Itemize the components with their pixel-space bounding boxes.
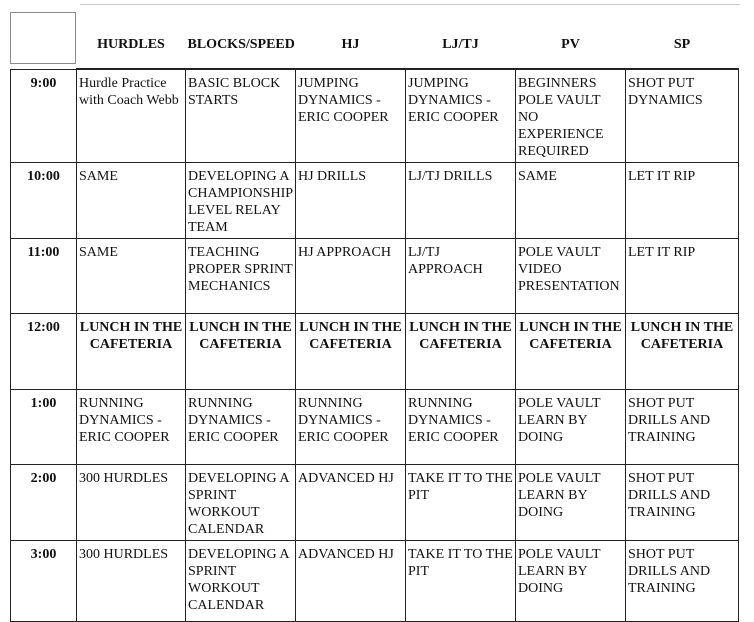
table-cell: 300 HURDLES bbox=[77, 541, 186, 622]
lunch-cell: LUNCH IN THE CAFETERIA bbox=[186, 314, 296, 390]
lunch-cell: LUNCH IN THE CAFETERIA bbox=[77, 314, 186, 390]
table-cell: LET IT RIP bbox=[626, 239, 739, 314]
table-cell: BASIC BLOCK STARTS bbox=[186, 69, 296, 163]
table-cell: JUMPING DYNAMICS - ERIC COOPER bbox=[406, 69, 516, 163]
table-cell: POLE VAULT LEARN BY DOING bbox=[516, 465, 626, 541]
table-cell: TEACHING PROPER SPRINT MECHANICS bbox=[186, 239, 296, 314]
table-cell: SAME bbox=[77, 163, 186, 239]
lunch-cell: LUNCH IN THE CAFETERIA bbox=[626, 314, 739, 390]
time-cell: 12:00 bbox=[11, 314, 77, 390]
page-fold-line bbox=[80, 0, 740, 5]
table-cell: TAKE IT TO THE PIT bbox=[406, 465, 516, 541]
table-cell: BEGINNERS POLE VAULT NO EXPERIENCE REQUIRED bbox=[516, 69, 626, 163]
column-header-hurdles: HURDLES bbox=[77, 12, 186, 69]
header-row bbox=[11, 12, 739, 69]
table-cell: POLE VAULT LEARN BY DOING bbox=[516, 541, 626, 622]
table-cell: RUNNING DYNAMICS - ERIC COOPER bbox=[186, 390, 296, 465]
column-header-hj: HJ bbox=[296, 12, 406, 69]
lunch-cell: LUNCH IN THE CAFETERIA bbox=[296, 314, 406, 390]
table-cell: SAME bbox=[77, 239, 186, 314]
table-cell: Hurdle Practice with Coach Webb bbox=[77, 69, 186, 163]
table-row bbox=[11, 69, 739, 163]
table-cell: POLE VAULT VIDEO PRESENTATION bbox=[516, 239, 626, 314]
table-cell: ADVANCED HJ bbox=[296, 465, 406, 541]
table-cell: DEVELOPING A SPRINT WORKOUT CALENDAR bbox=[186, 465, 296, 541]
time-cell: 9:00 bbox=[11, 69, 77, 163]
time-cell: 3:00 bbox=[11, 541, 77, 622]
table-cell: POLE VAULT LEARN BY DOING bbox=[516, 390, 626, 465]
table-cell: SHOT PUT DRILLS AND TRAINING bbox=[626, 390, 739, 465]
table-cell: LET IT RIP bbox=[626, 163, 739, 239]
column-header-pv: PV bbox=[516, 12, 626, 69]
table-row bbox=[11, 465, 739, 541]
table-row bbox=[11, 390, 739, 465]
column-header-lj-tj: LJ/TJ bbox=[406, 12, 516, 69]
table-row bbox=[11, 314, 739, 390]
table-row bbox=[11, 163, 739, 239]
table-cell: DEVELOPING A CHAMPIONSHIP LEVEL RELAY TEAM bbox=[186, 163, 296, 239]
table-cell: SAME bbox=[516, 163, 626, 239]
table-cell: SHOT PUT DRILLS AND TRAINING bbox=[626, 541, 739, 622]
table-cell: HJ APPROACH bbox=[296, 239, 406, 314]
table-cell: HJ DRILLS bbox=[296, 163, 406, 239]
table-cell: JUMPING DYNAMICS - ERIC COOPER bbox=[296, 69, 406, 163]
column-header-blocks-speed: BLOCKS/SPEED bbox=[186, 12, 296, 69]
table-cell: RUNNING DYNAMICS - ERIC COOPER bbox=[296, 390, 406, 465]
table-cell: DEVELOPING A SPRINT WORKOUT CALENDAR bbox=[186, 541, 296, 622]
corner-box bbox=[10, 12, 76, 64]
lunch-cell: LUNCH IN THE CAFETERIA bbox=[516, 314, 626, 390]
table-cell: TAKE IT TO THE PIT bbox=[406, 541, 516, 622]
lunch-cell: LUNCH IN THE CAFETERIA bbox=[406, 314, 516, 390]
table-cell: LJ/TJ DRILLS bbox=[406, 163, 516, 239]
table-cell: LJ/TJ APPROACH bbox=[406, 239, 516, 314]
table-cell: ADVANCED HJ bbox=[296, 541, 406, 622]
schedule-table bbox=[10, 12, 739, 622]
table-row bbox=[11, 239, 739, 314]
table-row bbox=[11, 541, 739, 622]
table-cell: SHOT PUT DRILLS AND TRAINING bbox=[626, 465, 739, 541]
table-cell: 300 HURDLES bbox=[77, 465, 186, 541]
time-cell: 11:00 bbox=[11, 239, 77, 314]
column-header-sp: SP bbox=[626, 12, 739, 69]
table-cell: SHOT PUT DYNAMICS bbox=[626, 69, 739, 163]
time-cell: 2:00 bbox=[11, 465, 77, 541]
table-cell: RUNNING DYNAMICS - ERIC COOPER bbox=[406, 390, 516, 465]
time-cell: 10:00 bbox=[11, 163, 77, 239]
table-cell: RUNNING DYNAMICS - ERIC COOPER bbox=[77, 390, 186, 465]
time-cell: 1:00 bbox=[11, 390, 77, 465]
